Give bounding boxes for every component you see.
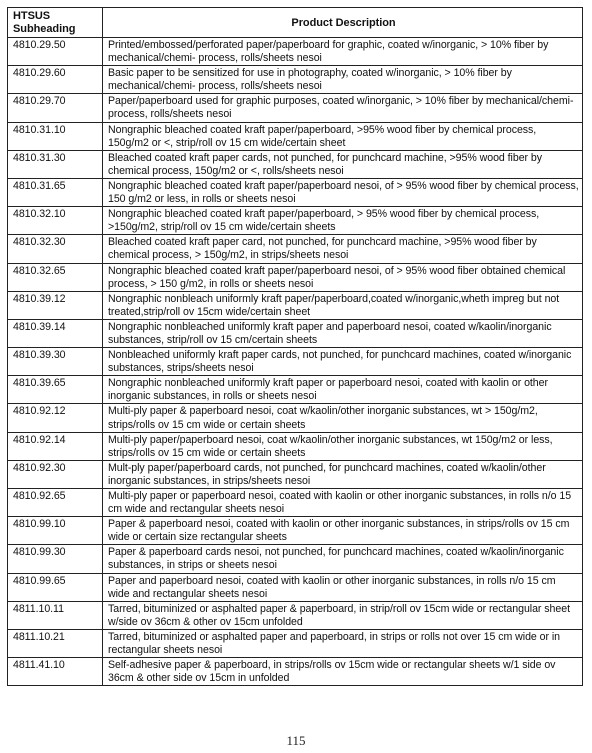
product-description-cell: Multi-ply paper/paperboard nesoi, coat w/kaolin/other inorganic substances, wt 150g/m2 or less, strips/rolls ov 15 cm wide or certain sheets bbox=[103, 432, 583, 460]
htsus-code-cell: 4810.99.30 bbox=[8, 545, 103, 573]
table-row bbox=[8, 573, 583, 601]
table-row bbox=[8, 601, 583, 629]
product-description-cell: Nongraphic bleached coated kraft paper/paperboard nesoi, of > 95% wood fiber obtained chemical process, > 150 g/m2, in rolls or sheets nesoi bbox=[103, 263, 583, 291]
header-row bbox=[8, 8, 583, 38]
htsus-code-cell: 4810.32.30 bbox=[8, 235, 103, 263]
htsus-code-cell: 4810.29.60 bbox=[8, 66, 103, 94]
product-description-cell: Multi-ply paper or paperboard nesoi, coated with kaolin or other inorganic substances, in rolls n/o 15 cm wide and rectangular sheets nesoi bbox=[103, 489, 583, 517]
htsus-code-cell: 4810.99.10 bbox=[8, 517, 103, 545]
htsus-code-cell: 4810.29.50 bbox=[8, 38, 103, 66]
table-header bbox=[8, 8, 583, 38]
product-description-cell: Nongraphic nonbleached uniformly kraft paper or paperboard nesoi, coated with kaolin or other inorganic substances, in rolls or sheets nesoi bbox=[103, 376, 583, 404]
product-description-cell: Printed/embossed/perforated paper/paperboard for graphic, coated w/inorganic, > 10% fiber by mechanical/chemi- process, rolls/sheets nesoi bbox=[103, 38, 583, 66]
table-row bbox=[8, 66, 583, 94]
header-product-description: Product Description bbox=[103, 8, 583, 38]
product-description-cell: Nongraphic nonbleached uniformly kraft paper and paperboard nesoi, coated w/kaolin/inorganic substances, strip/roll ov 15 cm/certain sheets bbox=[103, 319, 583, 347]
table-row bbox=[8, 319, 583, 347]
htsus-code-cell: 4810.31.30 bbox=[8, 150, 103, 178]
table-row bbox=[8, 658, 583, 686]
product-description-cell: Tarred, bituminized or asphalted paper and paperboard, in strips or rolls not over 15 cm wide or in rectangular sheets nesoi bbox=[103, 629, 583, 657]
header-code-line2: Subheading bbox=[13, 23, 76, 35]
header-htsus-subheading bbox=[8, 8, 103, 38]
table-row bbox=[8, 348, 583, 376]
htsus-code-cell: 4810.92.30 bbox=[8, 460, 103, 488]
table-row bbox=[8, 376, 583, 404]
htsus-code-cell: 4810.92.14 bbox=[8, 432, 103, 460]
table-row bbox=[8, 122, 583, 150]
htsus-code-cell: 4810.39.30 bbox=[8, 348, 103, 376]
table-body bbox=[8, 38, 583, 686]
product-description-cell: Nonbleached uniformly kraft paper cards, not punched, for punchcard machines, coated w/inorganic substances, strips/sheets nesoi bbox=[103, 348, 583, 376]
htsus-code-cell: 4810.32.65 bbox=[8, 263, 103, 291]
product-description-cell: Bleached coated kraft paper cards, not punched, for punchcard machine, >95% wood fiber by chemical process, 150g/m2 or <, rolls/sheets nesoi bbox=[103, 150, 583, 178]
htsus-code-cell: 4811.10.11 bbox=[8, 601, 103, 629]
product-description-cell: Tarred, bituminized or asphalted paper & paperboard, in strip/roll ov 15cm wide or rectangular sheet w/side ov 36cm & other ov 15cm unfolded bbox=[103, 601, 583, 629]
table-row bbox=[8, 629, 583, 657]
product-description-cell: Self-adhesive paper & paperboard, in strips/rolls ov 15cm wide or rectangular sheets w/1 side ov 36cm & other side ov 15cm in unfolded bbox=[103, 658, 583, 686]
product-description-cell: Paper/paperboard used for graphic purposes, coated w/inorganic, > 10% fiber by mechanical/chemi- process, rolls/sheets nesoi bbox=[103, 94, 583, 122]
htsus-code-cell: 4810.92.65 bbox=[8, 489, 103, 517]
product-description-cell: Paper & paperboard cards nesoi, not punched, for punchcard machines, coated w/kaolin/inorganic substances, in strips or sheets nesoi bbox=[103, 545, 583, 573]
htsus-code-cell: 4810.29.70 bbox=[8, 94, 103, 122]
product-description-cell: Bleached coated kraft paper card, not punched, for punchcard machine, >95% wood fiber by chemical process, > 150g/m2, in strips/sheets nesoi bbox=[103, 235, 583, 263]
product-description-cell: Nongraphic nonbleach uniformly kraft paper/paperboard,coated w/inorganic,wheth impreg but not treated,strip/roll ov 15cm wide/certain sheet bbox=[103, 291, 583, 319]
table-row bbox=[8, 460, 583, 488]
product-description-cell: Nongraphic bleached coated kraft paper/paperboard, >95% wood fiber by chemical process, 150g/m2 or <, strip/roll ov 15 cm wide/certain sheet bbox=[103, 122, 583, 150]
htsus-table bbox=[7, 7, 583, 686]
product-description-cell: Basic paper to be sensitized for use in photography, coated w/inorganic, > 10% fiber by mechanical/chemi- process, rolls/sheets nesoi bbox=[103, 66, 583, 94]
table-row bbox=[8, 178, 583, 206]
table-row bbox=[8, 291, 583, 319]
htsus-code-cell: 4810.31.10 bbox=[8, 122, 103, 150]
htsus-code-cell: 4811.41.10 bbox=[8, 658, 103, 686]
product-description-cell: Nongraphic bleached coated kraft paper/paperboard nesoi, of > 95% wood fiber by chemical process, 150 g/m2 or less, in rolls or sheets nesoi bbox=[103, 178, 583, 206]
htsus-code-cell: 4810.92.12 bbox=[8, 404, 103, 432]
table-row bbox=[8, 404, 583, 432]
htsus-code-cell: 4810.99.65 bbox=[8, 573, 103, 601]
table-row bbox=[8, 207, 583, 235]
htsus-code-cell: 4810.32.10 bbox=[8, 207, 103, 235]
table-row bbox=[8, 545, 583, 573]
table-row bbox=[8, 235, 583, 263]
htsus-code-cell: 4810.39.12 bbox=[8, 291, 103, 319]
product-description-cell: Paper and paperboard nesoi, coated with kaolin or other inorganic substances, in rolls n/o 15 cm wide and rectangular sheets nesoi bbox=[103, 573, 583, 601]
table-row bbox=[8, 38, 583, 66]
table-row bbox=[8, 94, 583, 122]
table-row bbox=[8, 150, 583, 178]
product-description-cell: Paper & paperboard nesoi, coated with kaolin or other inorganic substances, in strips/rolls ov 15 cm wide or certain size rectangular sheets bbox=[103, 517, 583, 545]
htsus-code-cell: 4811.10.21 bbox=[8, 629, 103, 657]
product-description-cell: Multi-ply paper & paperboard nesoi, coat w/kaolin/other inorganic substances, wt > 150g/m2, strips/rolls ov 15 cm wide or certain sheets bbox=[103, 404, 583, 432]
table-row bbox=[8, 263, 583, 291]
page-number: 115 bbox=[286, 733, 306, 748]
table-row bbox=[8, 489, 583, 517]
table-row bbox=[8, 517, 583, 545]
header-code-line1: HTSUS bbox=[13, 10, 51, 22]
htsus-code-cell: 4810.39.14 bbox=[8, 319, 103, 347]
htsus-code-cell: 4810.31.65 bbox=[8, 178, 103, 206]
product-description-cell: Nongraphic bleached coated kraft paper/paperboard, > 95% wood fiber by chemical process, >150g/m2, strip/roll ov 15 cm wide/certain sheets bbox=[103, 207, 583, 235]
htsus-code-cell: 4810.39.65 bbox=[8, 376, 103, 404]
table-row bbox=[8, 432, 583, 460]
product-description-cell: Mult-ply paper/paperboard cards, not punched, for punchcard machines, coated w/kaolin/other inorganic substances, in strips/sheets nesoi bbox=[103, 460, 583, 488]
